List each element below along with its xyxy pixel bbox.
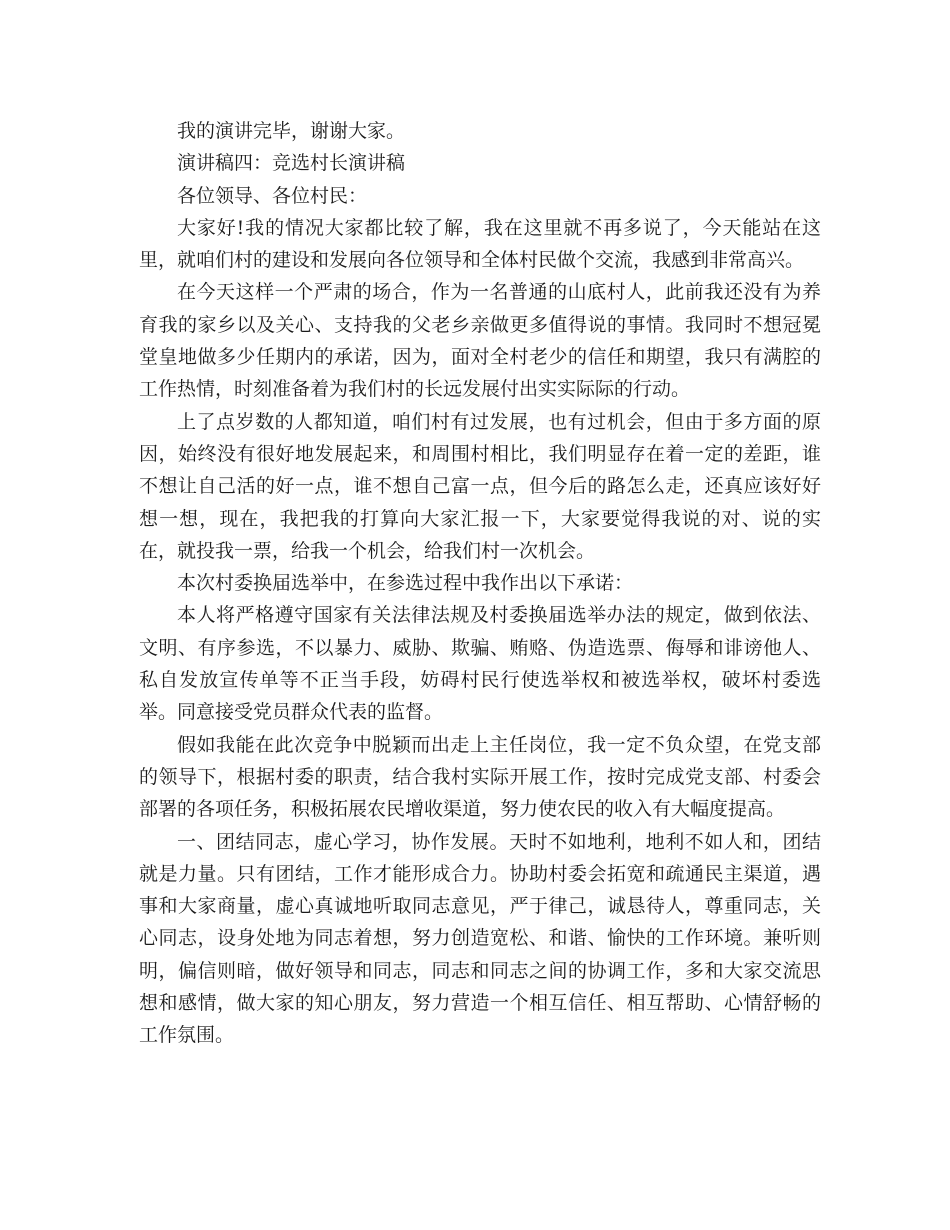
- paragraph-pledge: 本人将严格遵守国家有关法律法规及村委换届选举办法的规定，做到依法、文明、有序参选，不以暴力、威胁、欺骗、贿赂、伪造选票、侮辱和诽谤他人、私自发放宣传单等不正当手段，妨碍村民行使选举权和被选举权，破坏村委选举。同意接受党员群众代表的监督。: [139, 604, 821, 724]
- paragraph-pledge-intro: 本次村委换届选举中，在参选过程中我作出以下承诺：: [177, 572, 634, 595]
- paragraph-salutation: 各位领导、各位村民：: [177, 184, 368, 207]
- paragraph-closing: 我的演讲完毕，谢谢大家。: [177, 120, 406, 142]
- paragraph-speech-title: 演讲稿四：竞选村长演讲稿: [177, 152, 406, 175]
- paragraph-greeting: 大家好!我的情况大家都比较了解，我在这里就不再多说了，今天能站在这里，就咱们村的建设和发展向各位领导和全体村民做个交流，我感到非常高兴。: [139, 216, 821, 272]
- paragraph-point-one: 一、团结同志，虚心学习，协作发展。天时不如地利，地利不如人和，团结就是力量。只有团结，工作才能形成合力。协助村委会拓宽和疏通民主渠道，遇事和大家商量，虚心真诚地听取同志意见，严于律己，诚恳待人，尊重同志，关心同志，设身处地为同志着想，努力创造宽松、和谐、愉快的工作环境。兼听则明，偏信则暗，做好领导和同志，同志和同志之间的协调工作，多和大家交流思想和感情，做大家的知心朋友，努力营造一个相互信任、相互帮助、心情舒畅的工作氛围。: [139, 830, 821, 1047]
- paragraph-if-elected: 假如我能在此次竞争中脱颖而出走上主任岗位，我一定不负众望，在党支部的领导下，根据村委的职责，结合我村实际开展工作，按时完成党支部、村委会部署的各项任务，积极拓展农民增收渠道，努力使农民的收入有大幅度提高。: [139, 733, 821, 821]
- paragraph-occasion: 在今天这样一个严肃的场合，作为一名普通的山底村人，此前我还没有为养育我的家乡以及关心、支持我的父老乡亲做更多值得说的事情。我同时不想冠冕堂皇地做多少任期内的承诺，因为，面对全村老少的信任和期望，我只有满腔的工作热情，时刻准备着为我们村的长远发展付出实实际际的行动。: [139, 281, 821, 401]
- document-body: [139, 115, 821, 1052]
- paragraph-village-history: 上了点岁数的人都知道，咱们村有过发展，也有过机会，但由于多方面的原因，始终没有很好地发展起来，和周围村相比，我们明显存在着一定的差距，谁不想让自己活的好一点，谁不想自己富一点，但今后的路怎么走，还真应该好好想一想，现在，我把我的打算向大家汇报一下，大家要觉得我说的对、说的实在，就投我一票，给我一个机会，给我们村一次机会。: [139, 410, 821, 562]
